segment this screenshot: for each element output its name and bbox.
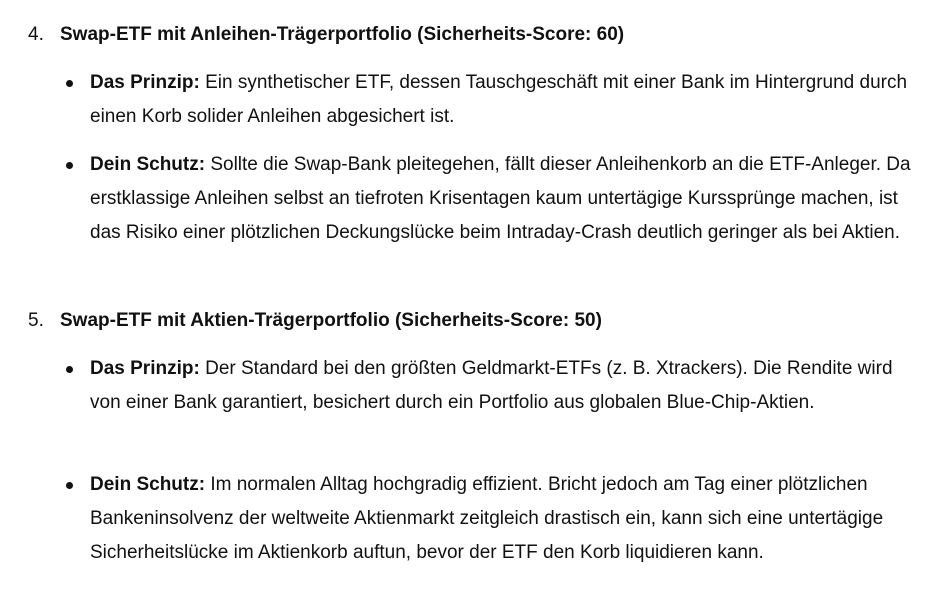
list-item <box>0 21 930 49</box>
list-item-title: Swap-ETF mit Aktien-Trägerportfolio (Sicherheits-Score: 50) <box>60 310 602 331</box>
bullet-item <box>90 148 920 250</box>
bullet-label: Das Prinzip: <box>90 72 200 93</box>
list-item-heading <box>0 307 930 335</box>
bullet-text: Der Standard bei den größten Geldmarkt-ETFs (z. B. Xtrackers). Die Rendite wird von einer Bank garantiert, besichert durch ein Portfolio aus globalen Blue-Chip-Aktien. <box>90 358 893 413</box>
bullet-dot-icon <box>66 80 73 87</box>
bullet-item <box>90 352 920 420</box>
list-item-heading <box>0 21 930 49</box>
list-item <box>0 307 930 335</box>
bullet-item <box>90 66 920 134</box>
bullet-dot-icon <box>66 162 73 169</box>
bullet-dot-icon <box>66 366 73 373</box>
bullet-text: Sollte die Swap-Bank pleitegehen, fällt dieser Anleihenkorb an die ETF-Anleger. Da erstklassige Anleihen selbst an tiefroten Krisentagen kaum untertägige Kurssprünge machen, ist das Risiko einer plötzlichen Deckungslücke beim Intraday-Crash deutlich geringer als bei Aktien. <box>90 154 911 243</box>
bullet-label: Dein Schutz: <box>90 474 206 495</box>
list-item-title: Swap-ETF mit Anleihen-Trägerportfolio (Sicherheits-Score: 60) <box>60 24 625 45</box>
bullet-text: Ein synthetischer ETF, dessen Tauschgeschäft mit einer Bank im Hintergrund durch einen Korb solider Anleihen abgesichert ist. <box>90 72 908 127</box>
list-number: 4. <box>28 24 44 45</box>
bullet-text: Im normalen Alltag hochgradig effizient. Bricht jedoch am Tag einer plötzlichen Bankeninsolvenz der weltweite Aktienmarkt zeitgleich drastisch ein, kann sich eine untertägige Sicherheitslücke im Aktienkorb auftun, bevor der ETF den Korb liquidieren kann. <box>90 474 884 563</box>
bullet-label: Dein Schutz: <box>90 154 206 175</box>
list-number: 5. <box>28 310 44 331</box>
bullet-item <box>90 468 920 570</box>
bullet-label: Das Prinzip: <box>90 358 200 379</box>
bullet-dot-icon <box>66 482 73 489</box>
